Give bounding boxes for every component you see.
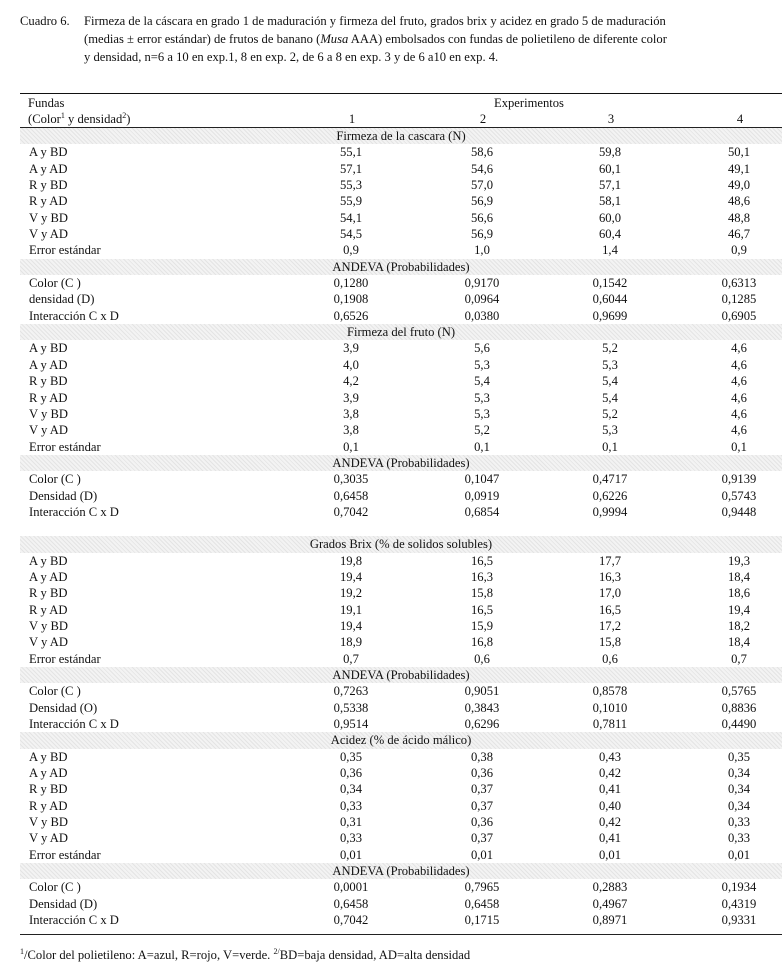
cell-exp-3: 60,1 bbox=[598, 161, 622, 176]
cell-exp-3: 1,4 bbox=[602, 243, 618, 258]
cell-exp-3: 0,8578 bbox=[592, 684, 628, 699]
cell-exp-3: 16,3 bbox=[598, 569, 622, 584]
cell-exp-1: 0,6526 bbox=[333, 308, 369, 323]
cell-exp-1: 57,1 bbox=[339, 161, 363, 176]
section-gap bbox=[20, 520, 782, 536]
cell-exp-3: 5,3 bbox=[602, 357, 618, 372]
table-row bbox=[20, 683, 782, 699]
cell-exp-3: 0,2883 bbox=[592, 880, 628, 895]
cell-exp-3: 5,4 bbox=[602, 374, 618, 389]
table-row bbox=[20, 814, 782, 830]
table-row bbox=[20, 749, 782, 765]
cell-exp-2: 16,5 bbox=[470, 553, 494, 568]
cell-exp-4: 18,6 bbox=[727, 586, 751, 601]
row-label: V y AD bbox=[29, 227, 68, 242]
header-sup-1: 1 bbox=[60, 111, 65, 120]
cell-exp-3: 0,41 bbox=[598, 782, 622, 797]
cell-exp-1: 4,2 bbox=[343, 374, 359, 389]
cell-exp-3: 0,6226 bbox=[592, 488, 628, 503]
cell-exp-3: 0,01 bbox=[598, 847, 622, 862]
cell-exp-4: 0,9 bbox=[731, 243, 747, 258]
cell-exp-3: 57,1 bbox=[598, 178, 622, 193]
cell-exp-1: 0,01 bbox=[339, 847, 363, 862]
cell-exp-4: 18,2 bbox=[727, 618, 751, 633]
cell-exp-2: 0,3843 bbox=[464, 700, 500, 715]
cell-exp-3: 16,5 bbox=[598, 602, 622, 617]
row-label: Densidad (O) bbox=[29, 700, 98, 715]
table-row bbox=[20, 161, 782, 177]
row-label: Densidad (D) bbox=[29, 896, 98, 911]
table-row bbox=[20, 390, 782, 406]
table-row bbox=[20, 210, 782, 226]
header-exp-4: 4 bbox=[736, 112, 744, 126]
section-heading-row bbox=[20, 128, 782, 144]
cell-exp-2: 16,8 bbox=[470, 635, 494, 650]
cell-exp-4: 18,4 bbox=[727, 569, 751, 584]
cell-exp-2: 1,0 bbox=[474, 243, 490, 258]
header-close-paren: ) bbox=[126, 112, 131, 126]
table-row bbox=[20, 585, 782, 601]
row-label: Interacción C x D bbox=[29, 308, 119, 323]
footnote-density-text: BD=baja densidad, AD=alta densidad bbox=[279, 948, 471, 962]
cell-exp-2: 0,7965 bbox=[464, 880, 500, 895]
table-header bbox=[28, 96, 782, 128]
table-caption bbox=[20, 12, 780, 66]
row-label: Color (C ) bbox=[29, 276, 81, 291]
row-label: Error estándar bbox=[29, 651, 101, 666]
table-row bbox=[20, 896, 782, 912]
cell-exp-3: 60,0 bbox=[598, 210, 622, 225]
header-color-text: (Color bbox=[28, 112, 61, 126]
header-exp-2: 2 bbox=[479, 112, 487, 126]
cell-exp-2: 5,3 bbox=[474, 390, 490, 405]
cell-exp-1: 0,36 bbox=[339, 766, 363, 781]
header-sup-2: 2 bbox=[122, 111, 127, 120]
cell-exp-2: 5,6 bbox=[474, 341, 490, 356]
cell-exp-3: 0,40 bbox=[598, 798, 622, 813]
table-row bbox=[20, 618, 782, 634]
cell-exp-3: 0,1 bbox=[602, 439, 618, 454]
section-heading-row bbox=[20, 667, 782, 683]
cell-exp-4: 4,6 bbox=[731, 390, 747, 405]
row-label: R y AD bbox=[29, 798, 68, 813]
cell-exp-1: 0,6458 bbox=[333, 488, 369, 503]
cell-exp-2: 0,36 bbox=[470, 815, 494, 830]
cell-exp-4: 48,8 bbox=[727, 210, 751, 225]
table-row bbox=[20, 291, 782, 307]
cell-exp-1: 19,8 bbox=[339, 553, 363, 568]
cell-exp-4: 0,7 bbox=[731, 651, 747, 666]
cell-exp-1: 0,1 bbox=[343, 439, 359, 454]
footnote-sup-1: 1 bbox=[20, 947, 24, 956]
cell-exp-2: 0,6458 bbox=[464, 896, 500, 911]
row-label: A y AD bbox=[29, 766, 68, 781]
cell-exp-3: 5,3 bbox=[602, 423, 618, 438]
cell-exp-2: 0,37 bbox=[470, 798, 494, 813]
cell-exp-4: 0,5765 bbox=[721, 684, 757, 699]
caption-label: Cuadro 6. bbox=[20, 14, 70, 28]
cell-exp-3: 15,8 bbox=[598, 635, 622, 650]
cell-exp-3: 0,1542 bbox=[592, 276, 628, 291]
table-row bbox=[20, 357, 782, 373]
cell-exp-4: 0,9448 bbox=[721, 504, 757, 519]
cell-exp-2: 0,6 bbox=[474, 651, 490, 666]
table-row bbox=[20, 193, 782, 209]
table-row bbox=[20, 308, 782, 324]
table-row bbox=[20, 765, 782, 781]
row-label: R y AD bbox=[29, 390, 68, 405]
table-row bbox=[20, 471, 782, 487]
cell-exp-4: 0,4319 bbox=[721, 896, 757, 911]
cell-exp-4: 4,6 bbox=[731, 374, 747, 389]
cell-exp-2: 0,37 bbox=[470, 831, 494, 846]
cell-exp-4: 0,34 bbox=[727, 766, 751, 781]
section-title: ANDEVA (Probabilidades) bbox=[332, 668, 470, 682]
cell-exp-4: 48,6 bbox=[727, 194, 751, 209]
cell-exp-3: 0,9994 bbox=[592, 504, 628, 519]
cell-exp-4: 0,01 bbox=[727, 847, 751, 862]
cell-exp-4: 46,7 bbox=[727, 227, 751, 242]
cell-exp-1: 0,7042 bbox=[333, 913, 369, 928]
header-densidad-text: y densidad bbox=[64, 112, 123, 126]
cell-exp-3: 0,8971 bbox=[592, 913, 628, 928]
cell-exp-2: 5,2 bbox=[474, 423, 490, 438]
row-label: R y BD bbox=[29, 374, 68, 389]
cell-exp-4: 19,3 bbox=[727, 553, 751, 568]
cell-exp-2: 0,37 bbox=[470, 782, 494, 797]
cell-exp-2: 0,9170 bbox=[464, 276, 500, 291]
row-label: V y BD bbox=[29, 815, 68, 830]
cell-exp-3: 0,42 bbox=[598, 766, 622, 781]
cell-exp-2: 16,5 bbox=[470, 602, 494, 617]
cell-exp-1: 0,1280 bbox=[333, 276, 369, 291]
row-label: Color (C ) bbox=[29, 684, 81, 699]
cell-exp-3: 58,1 bbox=[598, 194, 622, 209]
cell-exp-1: 3,8 bbox=[343, 406, 359, 421]
cell-exp-4: 4,6 bbox=[731, 423, 747, 438]
section-heading-row bbox=[20, 455, 782, 471]
section-heading-row bbox=[20, 732, 782, 748]
cell-exp-1: 3,9 bbox=[343, 341, 359, 356]
cell-exp-3: 0,7811 bbox=[592, 717, 628, 732]
cell-exp-1: 0,35 bbox=[339, 749, 363, 764]
row-label: Densidad (D) bbox=[29, 488, 98, 503]
row-label: Color (C ) bbox=[29, 472, 81, 487]
cell-exp-4: 0,35 bbox=[727, 749, 751, 764]
cell-exp-1: 0,9514 bbox=[333, 717, 369, 732]
cell-exp-1: 0,31 bbox=[339, 815, 363, 830]
cell-exp-3: 5,2 bbox=[602, 341, 618, 356]
cell-exp-1: 54,5 bbox=[339, 227, 363, 242]
cell-exp-1: 0,7 bbox=[343, 651, 359, 666]
section-title: Firmeza del fruto (N) bbox=[346, 325, 456, 340]
table-row bbox=[20, 422, 782, 438]
section-title: Firmeza de la cascara (N) bbox=[336, 129, 466, 143]
cell-exp-4: 0,1 bbox=[731, 439, 747, 454]
footnote-color-text: /Color del polietileno: A=azul, R=rojo, V=verde. bbox=[24, 948, 274, 962]
table-row bbox=[20, 700, 782, 716]
cell-exp-2: 56,9 bbox=[470, 227, 494, 242]
cell-exp-1: 55,9 bbox=[339, 194, 363, 209]
header-exp-3: 3 bbox=[607, 112, 615, 126]
cell-exp-1: 54,1 bbox=[339, 210, 363, 225]
cell-exp-1: 3,9 bbox=[343, 390, 359, 405]
cell-exp-1: 0,9 bbox=[343, 243, 359, 258]
cell-exp-3: 5,2 bbox=[602, 406, 618, 421]
cell-exp-2: 0,0380 bbox=[464, 308, 500, 323]
section-heading-row bbox=[20, 863, 782, 879]
cell-exp-3: 17,7 bbox=[598, 553, 622, 568]
cell-exp-2: 15,8 bbox=[470, 586, 494, 601]
cell-exp-2: 15,9 bbox=[470, 618, 494, 633]
caption-line-3: y densidad, n=6 a 10 en exp.1, 8 en exp. 2, de 6 a 8 en exp. 3 y de 6 a10 en exp. 4. bbox=[84, 50, 499, 64]
table-row bbox=[20, 406, 782, 422]
row-label: A y AD bbox=[29, 357, 68, 372]
section-title: ANDEVA (Probabilidades) bbox=[332, 259, 470, 274]
cell-exp-4: 0,8836 bbox=[721, 700, 757, 715]
table-row bbox=[20, 226, 782, 242]
row-label: V y BD bbox=[29, 406, 68, 421]
cell-exp-1: 3,8 bbox=[343, 423, 359, 438]
cell-exp-4: 49,1 bbox=[727, 161, 751, 176]
cell-exp-4: 0,9139 bbox=[721, 472, 757, 487]
row-label: densidad (D) bbox=[29, 292, 95, 307]
cell-exp-4: 50,1 bbox=[727, 145, 751, 160]
table-row bbox=[20, 177, 782, 193]
cell-exp-2: 5,3 bbox=[474, 406, 490, 421]
table-bottom-rule bbox=[20, 934, 782, 935]
table-row bbox=[20, 553, 782, 569]
row-label: A y BD bbox=[29, 145, 68, 160]
cell-exp-4: 0,33 bbox=[727, 815, 751, 830]
caption-text bbox=[84, 12, 780, 66]
table-row bbox=[20, 879, 782, 895]
section-title: ANDEVA (Probabilidades) bbox=[332, 864, 470, 879]
table-row bbox=[20, 488, 782, 504]
cell-exp-1: 0,34 bbox=[339, 782, 363, 797]
header-exp-1: 1 bbox=[348, 112, 356, 126]
cell-exp-1: 0,6458 bbox=[333, 896, 369, 911]
row-label: Interacción C x D bbox=[29, 504, 119, 519]
cell-exp-3: 0,6044 bbox=[592, 292, 628, 307]
cell-exp-4: 0,1285 bbox=[721, 292, 757, 307]
cell-exp-3: 0,4967 bbox=[592, 896, 628, 911]
cell-exp-3: 0,41 bbox=[598, 831, 622, 846]
cell-exp-4: 0,34 bbox=[727, 782, 751, 797]
cell-exp-1: 0,33 bbox=[339, 831, 363, 846]
cell-exp-2: 56,9 bbox=[470, 194, 494, 209]
cell-exp-1: 0,7263 bbox=[333, 684, 369, 699]
table-row bbox=[20, 504, 782, 520]
cell-exp-2: 56,6 bbox=[470, 210, 494, 225]
cell-exp-1: 19,4 bbox=[339, 618, 363, 633]
cell-exp-1: 19,4 bbox=[339, 569, 363, 584]
table-row bbox=[20, 340, 782, 356]
cell-exp-3: 17,0 bbox=[598, 586, 622, 601]
row-label: R y BD bbox=[29, 782, 68, 797]
cell-exp-4: 49,0 bbox=[727, 178, 751, 193]
table-top-rule bbox=[20, 93, 782, 94]
cell-exp-3: 0,1010 bbox=[592, 700, 628, 715]
cell-exp-2: 0,9051 bbox=[464, 684, 500, 699]
cell-exp-4: 0,33 bbox=[727, 831, 751, 846]
cell-exp-1: 0,7042 bbox=[333, 504, 369, 519]
header-fundas: Fundas bbox=[28, 96, 65, 110]
cell-exp-1: 0,33 bbox=[339, 798, 363, 813]
table-row bbox=[20, 847, 782, 863]
table-row bbox=[20, 798, 782, 814]
cell-exp-4: 0,1934 bbox=[721, 880, 757, 895]
cell-exp-4: 0,34 bbox=[727, 798, 751, 813]
table-footnote bbox=[20, 948, 470, 963]
table-row bbox=[20, 144, 782, 160]
table-row bbox=[20, 830, 782, 846]
cell-exp-2: 0,1047 bbox=[464, 472, 500, 487]
table-body bbox=[20, 128, 782, 929]
row-label: R y AD bbox=[29, 194, 68, 209]
row-label: A y BD bbox=[29, 341, 68, 356]
row-label: Interacción C x D bbox=[29, 913, 119, 928]
cell-exp-1: 19,1 bbox=[339, 602, 363, 617]
row-label: R y BD bbox=[29, 178, 68, 193]
cell-exp-2: 0,1715 bbox=[464, 913, 500, 928]
cell-exp-1: 55,3 bbox=[339, 178, 363, 193]
table-row bbox=[20, 716, 782, 732]
section-heading-row bbox=[20, 324, 782, 340]
table-row bbox=[20, 373, 782, 389]
row-label: V y BD bbox=[29, 618, 68, 633]
cell-exp-4: 0,6905 bbox=[721, 308, 757, 323]
cell-exp-3: 59,8 bbox=[598, 145, 622, 160]
table-row bbox=[20, 439, 782, 455]
section-title: Acidez (% de ácido málico) bbox=[330, 733, 472, 748]
table-row bbox=[20, 781, 782, 797]
cell-exp-2: 0,6296 bbox=[464, 717, 500, 732]
row-label: A y BD bbox=[29, 553, 68, 568]
cell-exp-3: 60,4 bbox=[598, 227, 622, 242]
cell-exp-1: 19,2 bbox=[339, 586, 363, 601]
section-title: Grados Brix (% de solidos solubles) bbox=[309, 537, 493, 552]
cell-exp-3: 0,43 bbox=[598, 749, 622, 764]
cell-exp-4: 4,6 bbox=[731, 357, 747, 372]
caption-line-1: Firmeza de la cáscara en grado 1 de maduración y firmeza del fruto, grados brix y acidez en grado 5 de maduración bbox=[84, 14, 666, 28]
cell-exp-2: 0,38 bbox=[470, 749, 494, 764]
cell-exp-2: 16,3 bbox=[470, 569, 494, 584]
cell-exp-1: 0,5338 bbox=[333, 700, 369, 715]
header-experimentos: Experimentos bbox=[494, 96, 564, 110]
row-label: R y AD bbox=[29, 602, 68, 617]
cell-exp-1: 0,3035 bbox=[333, 472, 369, 487]
cell-exp-1: 55,1 bbox=[339, 145, 363, 160]
table-row bbox=[20, 275, 782, 291]
cell-exp-2: 0,36 bbox=[470, 766, 494, 781]
cell-exp-2: 57,0 bbox=[470, 178, 494, 193]
row-label: A y AD bbox=[29, 161, 68, 176]
caption-line-2-start: (medias ± error estándar) de frutos de banano ( bbox=[84, 32, 321, 46]
table-row bbox=[20, 602, 782, 618]
section-heading-row bbox=[20, 259, 782, 275]
cell-exp-2: 0,6854 bbox=[464, 504, 500, 519]
row-label: Color (C ) bbox=[29, 880, 81, 895]
cell-exp-4: 18,4 bbox=[727, 635, 751, 650]
cell-exp-1: 0,0001 bbox=[333, 880, 369, 895]
section-heading-row bbox=[20, 536, 782, 552]
row-label: V y AD bbox=[29, 831, 68, 846]
cell-exp-4: 19,4 bbox=[727, 602, 751, 617]
caption-species: Musa bbox=[320, 32, 349, 46]
cell-exp-4: 0,5743 bbox=[721, 488, 757, 503]
row-label: Error estándar bbox=[29, 243, 101, 258]
cell-exp-2: 58,6 bbox=[470, 145, 494, 160]
cell-exp-3: 0,42 bbox=[598, 815, 622, 830]
row-label: V y AD bbox=[29, 635, 68, 650]
row-label: A y AD bbox=[29, 569, 68, 584]
cell-exp-4: 0,6313 bbox=[721, 276, 757, 291]
header-color-densidad bbox=[28, 112, 130, 127]
cell-exp-4: 0,9331 bbox=[721, 913, 757, 928]
cell-exp-2: 0,0919 bbox=[464, 488, 500, 503]
cell-exp-2: 0,1 bbox=[474, 439, 490, 454]
row-label: V y BD bbox=[29, 210, 68, 225]
table-row bbox=[20, 651, 782, 667]
cell-exp-2: 54,6 bbox=[470, 161, 494, 176]
row-label: V y AD bbox=[29, 423, 68, 438]
caption-line-2 bbox=[84, 30, 780, 48]
row-label: R y BD bbox=[29, 586, 68, 601]
cell-exp-4: 0,4490 bbox=[721, 717, 757, 732]
table-row bbox=[20, 569, 782, 585]
row-label: Interacción C x D bbox=[29, 717, 119, 732]
cell-exp-2: 5,4 bbox=[474, 374, 490, 389]
table-row bbox=[20, 634, 782, 650]
cell-exp-3: 0,9699 bbox=[592, 308, 628, 323]
cell-exp-1: 0,1908 bbox=[333, 292, 369, 307]
cell-exp-4: 4,6 bbox=[731, 406, 747, 421]
row-label: A y BD bbox=[29, 749, 68, 764]
caption-line-2-end: AAA) embolsados con fundas de polietileno de diferente color bbox=[348, 32, 667, 46]
table-row bbox=[20, 242, 782, 258]
cell-exp-3: 0,4717 bbox=[592, 472, 628, 487]
table-row bbox=[20, 912, 782, 928]
cell-exp-2: 0,0964 bbox=[464, 292, 500, 307]
footnote-sup-2: 2/ bbox=[273, 947, 280, 956]
row-label: Error estándar bbox=[29, 439, 101, 454]
section-title: ANDEVA (Probabilidades) bbox=[332, 455, 470, 470]
cell-exp-1: 18,9 bbox=[339, 635, 363, 650]
cell-exp-2: 5,3 bbox=[474, 357, 490, 372]
row-label: Error estándar bbox=[29, 847, 101, 862]
cell-exp-3: 0,6 bbox=[602, 651, 618, 666]
cell-exp-1: 4,0 bbox=[343, 357, 359, 372]
cell-exp-2: 0,01 bbox=[470, 847, 494, 862]
cell-exp-3: 17,2 bbox=[598, 618, 622, 633]
cell-exp-3: 5,4 bbox=[602, 390, 618, 405]
cell-exp-4: 4,6 bbox=[731, 341, 747, 356]
